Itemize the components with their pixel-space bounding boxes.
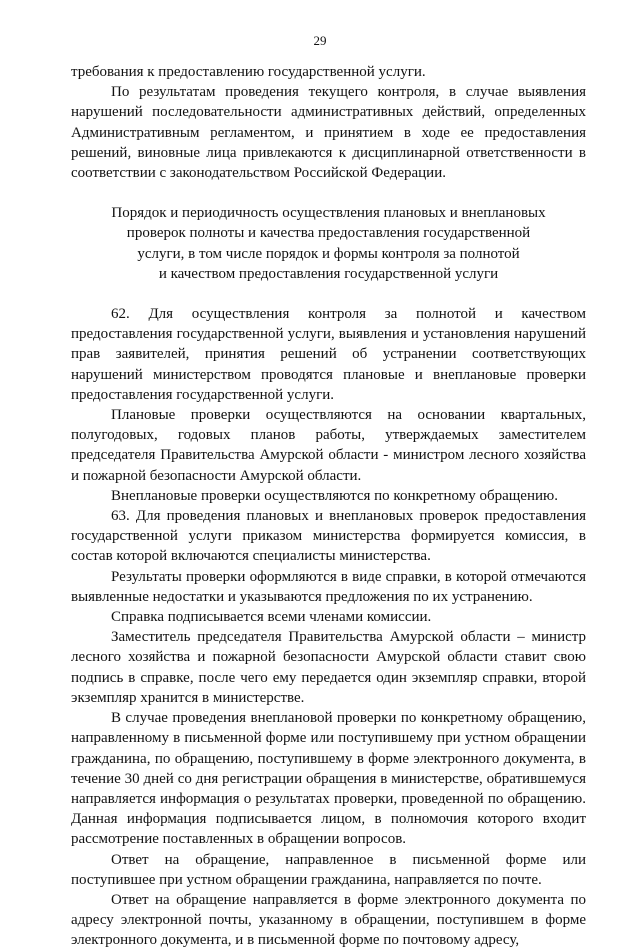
- paragraph-63: 63. Для проведения плановых и внеплановых проверок предоставления государственной услуги приказом министерства формируется комиссия, в состав которой включаются специалисты министерства.: [71, 508, 586, 565]
- section-heading-line: проверок полноты и качества предоставления государственной: [126, 225, 531, 242]
- continuation-paragraph: требования к предоставлению государственной услуги.: [71, 64, 426, 80]
- current-control-paragraph: По результатам проведения текущего контроля, в случае выявления нарушений последовательности административных действий, определенных Административным регламентом, и принятием в ходе ее предоставления решений, виновные лица привлекаются к дисциплинарной ответственности в соответствии с законодательством Российской Федерации.: [71, 84, 586, 182]
- written-response-paragraph: Ответ на обращение, направленное в письменной форме или поступившее при устном обращении гражданина, направляется по почте.: [71, 851, 586, 888]
- electronic-response-paragraph: Ответ на обращение направляется в форме электронного документа по адресу электронной почты, указанному в обращении, поступившем в форме электронного документа, и в письменной форме по почтовому адресу,: [71, 891, 586, 949]
- section-heading-line: и качеством предоставления государственной услуги: [158, 265, 499, 282]
- check-results-paragraph: Результаты проверки оформляются в виде справки, в которой отмечаются выявленные недостатки и указываются предложения по их устранению.: [71, 568, 586, 605]
- document-body: [71, 62, 586, 951]
- section-heading-line: Порядок и периодичность осуществления плановых и внеплановых: [111, 205, 546, 222]
- deputy-chairman-paragraph: Заместитель председателя Правительства Амурской области – министр лесного хозяйства и пожарной безопасности Амурской области ставит свою подпись в справке, после чего ему передается один экземпляр справки, второй экземпляр хранится в министерстве.: [71, 629, 586, 706]
- section-heading-line: услуги, в том числе порядок и формы контроля за полнотой: [137, 245, 520, 262]
- unplanned-checks-paragraph: Внеплановые проверки осуществляются по конкретному обращению.: [111, 487, 558, 504]
- unplanned-check-response-paragraph: В случае проведения внеплановой проверки по конкретному обращению, направленному в письменной форме или поступившему при устном обращении гражданина, по обращению, поступившему в форме электронного документа, в течение 30 дней со дня регистрации обращения в министерстве, обратившемуся направляется информация о результатах проверки, проведенной по обращению. Данная информация подписывается лицом, в полномочия которого входит рассмотрение поставленных в обращении вопросов.: [71, 710, 586, 848]
- paragraph-62: 62. Для осуществления контроля за полнотой и качеством предоставления государственной услуги, выявления и установления нарушений прав заявителей, принятия решений об устранении соответствующих нарушений министерством проводятся плановые и внеплановые проверки предоставления государственной услуги.: [71, 306, 586, 403]
- planned-checks-paragraph: Плановые проверки осуществляются на основании квартальных, полугодовых, годовых планов работы, утверждаемых заместителем председателя Правительства Амурской области - министром лесного хозяйства и пожарной безопасности Амурской области.: [71, 407, 586, 484]
- page-number: 29: [313, 33, 327, 48]
- certificate-signing-paragraph: Справка подписывается всеми членами комиссии.: [111, 609, 432, 626]
- section-heading: [71, 203, 586, 284]
